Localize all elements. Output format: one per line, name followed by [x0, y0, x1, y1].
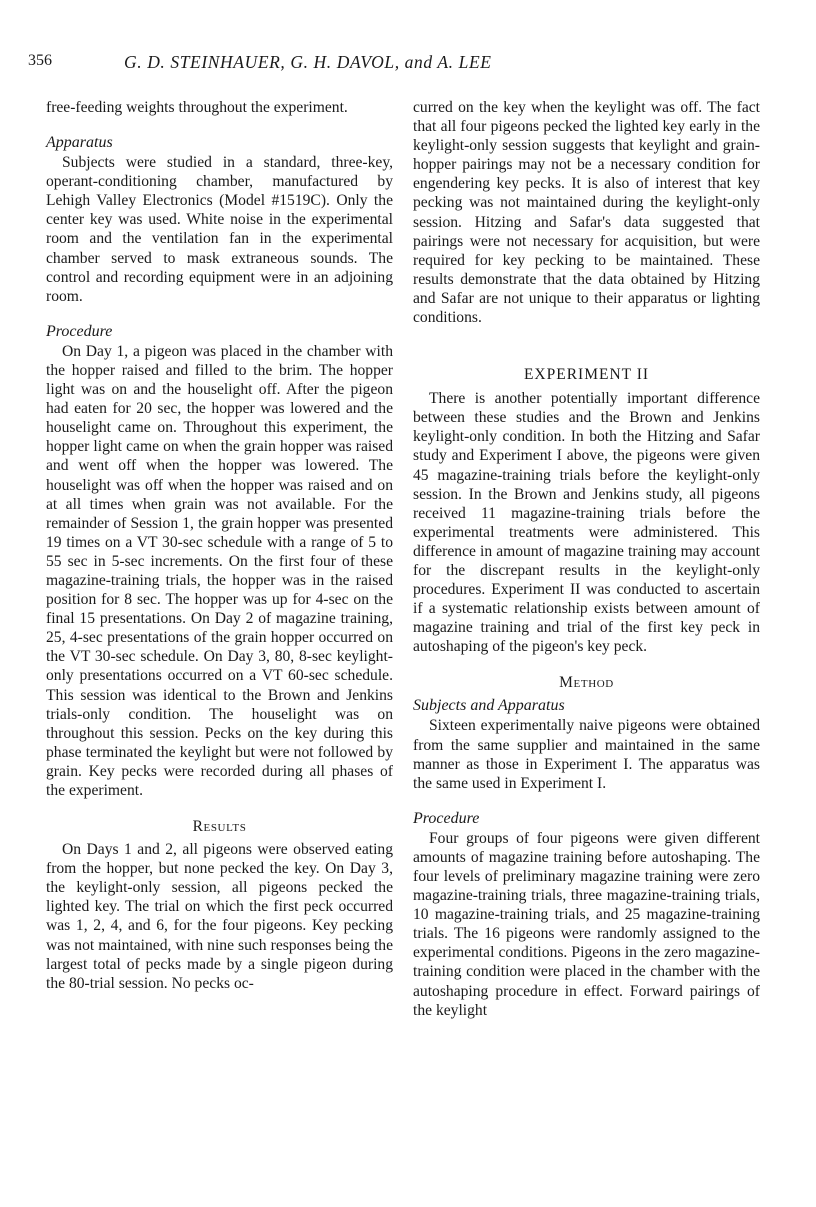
procedure-heading: Procedure: [46, 322, 113, 340]
results-continued-paragraph: curred on the key when the keylight was off. The fact that all four pigeons pecked the lighted key early in the keylight-only session suggests that keylight and grain-hopper pairings may not be a necessary condition for engendering key pecks. It is also of interest that key pecking was not maintained during the keylight-only session. Hitzing and Safar's data suggested that pairings were not necessary for acquisition, but were required for key pecking to be maintained. These results demonstrate that the data obtained by Hitzing and Safar are not unique to their apparatus or lighting conditions.: [413, 99, 760, 327]
method-heading: Method: [559, 674, 614, 692]
results-paragraph: On Days 1 and 2, all pigeons were observed eating from the hopper, but none pecked the key. On Day 3, the keylight-only session, all pigeons pecked the lighted key. The trial on which the first peck occurred was 1, 2, 4, and 6, for the four pigeons. Key pecking was not maintained, with nine such responses being the largest total of pecks made by a single pigeon during the 80-trial session. No pecks oc-: [46, 841, 393, 992]
subjects-apparatus-paragraph: Sixteen experimentally naive pigeons were obtained from the same supplier and maintained in the same manner as those in Experiment I. The apparatus was the same used in Experiment I.: [413, 717, 760, 792]
apparatus-heading: Apparatus: [46, 134, 113, 152]
experiment-2-paragraph: There is another potentially important difference between these studies and the Brown and Jenkins keylight-only condition. In both the Hitzing and Safar study and Experiment I above, the pigeons were given 45 magazine-training trials before the keylight-only session. In the Brown and Jenkins study, all pigeons received 11 magazine-training trials before the experimental treatments were administered. This difference in amount of magazine training may account for the discrepant results in the keylight-only procedures. Experiment II was conducted to ascertain if a systematic relationship exists between amount of magazine training and trial of the first key peck in autoshaping of the pigeon's key peck.: [413, 390, 760, 656]
experiment-2-heading: EXPERIMENT II: [523, 366, 650, 384]
right-column: [413, 98, 760, 1020]
opening-paragraph: free-feeding weights throughout the experiment.: [46, 99, 348, 116]
running-head-authors: G. D. STEINHAUER, G. H. DAVOL, and A. LEE: [124, 52, 492, 72]
procedure-2-heading: Procedure: [413, 809, 480, 827]
page-number: 356: [28, 52, 52, 69]
procedure-paragraph: On Day 1, a pigeon was placed in the chamber with the hopper raised and filled to the brim. The hopper light was on and the houselight off. After the pigeon had eaten for 20 sec, the hopper was lowered and the houselight came on. Throughout this experiment, the hopper light came on when the grain hopper was raised and went off when the hopper was lowered. The houselight was off when the hopper was raised and on at all times when grain was not available. For the remainder of Session 1, the grain hopper was presented 19 times on a VT 30-sec schedule with a range of 5 to 55 sec in 5-sec increments. On the first four of these magazine-training trials, the hopper was in the raised position for 8 sec. The hopper was up for 4-sec on the final 15 presentations. On Day 2 of magazine training, 25, 4-sec presentations of the grain hopper occurred on the VT 30-sec schedule. On Day 3, 80, 8-sec keylight-only presentations occurred on a VT 60-sec schedule. This session was identical to the Brown and Jenkins trials-only condition. The houselight was on throughout this session. Pecks on the key during this phase terminated the keylight but were not followed by grain. Key pecks were recorded during all phases of the experiment.: [46, 342, 393, 799]
subjects-apparatus-heading: Subjects and Apparatus: [413, 697, 565, 715]
results-heading: Results: [192, 818, 247, 836]
apparatus-paragraph: Subjects were studied in a standard, three-key, operant-conditioning chamber, manufactured by Lehigh Valley Electronics (Model #1519C). Only the center key was used. White noise in the experimental room and the ventilation fan in the experimental chamber served to mask extraneous sounds. The control and recording equipment were in an adjoining room.: [46, 154, 393, 305]
left-column: [46, 98, 393, 993]
procedure-2-paragraph: Four groups of four pigeons were given different amounts of magazine training before autoshaping. The four levels of preliminary magazine training were zero magazine-training trials, three magazine-training trials, 10 magazine-training trials, and 25 magazine-training trials. The 16 pigeons were randomly assigned to the experimental conditions. Pigeons in the zero magazine-training condition were placed in the chamber with the autoshaping procedure in effect. Forward pairings of the keylight: [413, 829, 760, 1019]
page-header: [28, 52, 768, 76]
